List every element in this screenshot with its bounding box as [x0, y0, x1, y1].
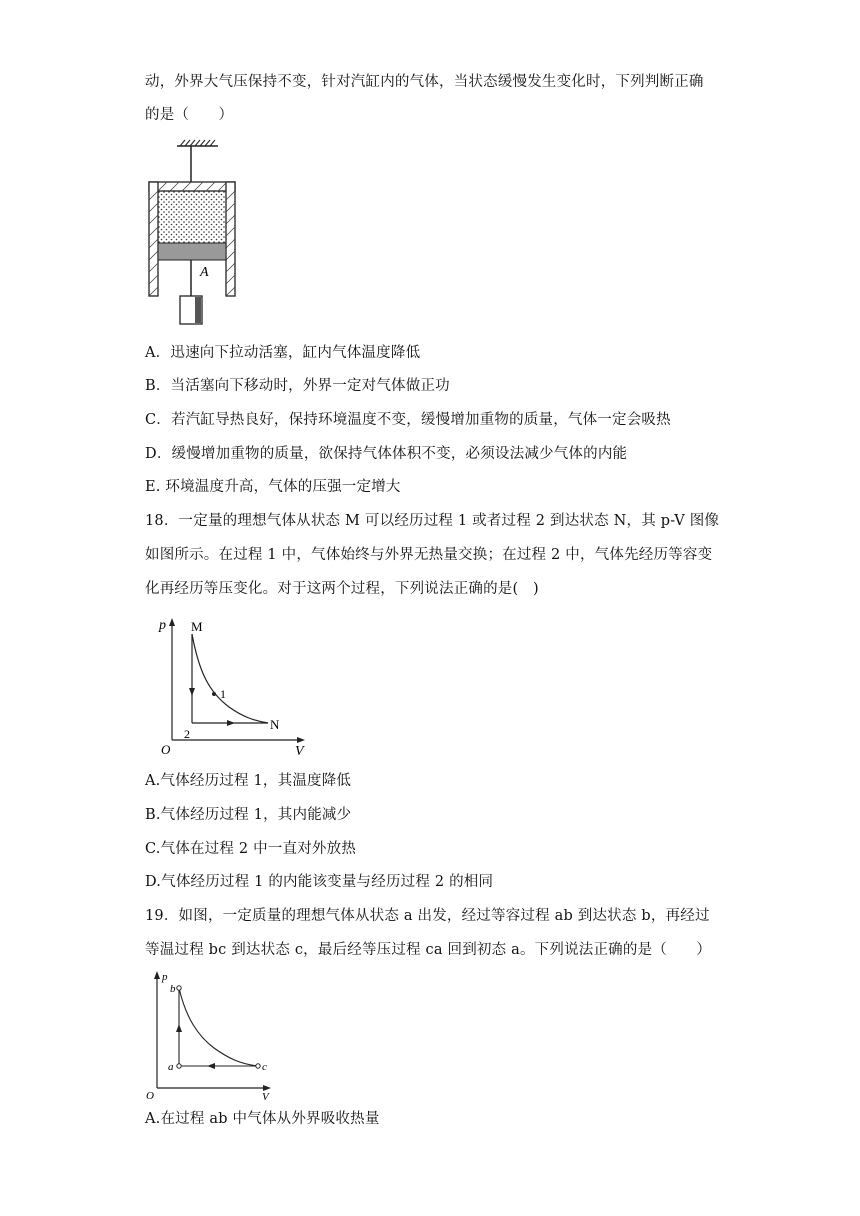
point-n-label: N	[270, 717, 280, 732]
figure-label-a: A	[200, 265, 209, 280]
q17-stem-line1: 动，外界大气压保持不变，针对汽缸内的气体，当状态缓慢发生变化时，下列判断正确	[145, 74, 704, 90]
v-axis-label: V	[295, 744, 304, 757]
q19-stem-line2: 等温过程 bc 到达状态 c，最后经等压过程 ca 回到初态 a。下列说法正确的是（ ）	[145, 942, 712, 958]
q17-option-c: C．若汽缸导热良好，保持环境温度不变，缓慢增加重物的质量，气体一定会吸热	[145, 412, 671, 428]
q18-stem-line1: 18．一定量的理想气体从状态 M 可以经历过程 1 或者过程 2 到达状态 N，其 p-V 图像	[145, 513, 720, 529]
point-c-label: c	[262, 1061, 267, 1073]
q17-option-d: D．缓慢增加重物的质量，欲保持气体体积不变，必须设法减少气体的内能	[145, 446, 628, 462]
q19-stem-line1: 19．如图，一定质量的理想气体从状态 a 出发，经过等容过程 ab 到达状态 b，再经过	[145, 908, 710, 924]
point-b-label: b	[170, 983, 176, 995]
p-axis-label-19: p	[162, 971, 168, 983]
q17-option-a: A．迅速向下拉动活塞，缸内气体温度降低	[145, 345, 421, 361]
origin-label-19: O	[146, 1090, 154, 1102]
q17-stem-line2: 的是（ ）	[145, 107, 234, 123]
q17-option-b: B．当活塞向下移动时，外界一定对气体做正功	[145, 378, 450, 394]
q18-option-c: C.气体在过程 2 中一直对外放热	[145, 841, 357, 857]
process-1-label: 1	[220, 687, 226, 701]
q18-option-b: B.气体经历过程 1，其内能减少	[145, 807, 352, 823]
point-a-label: a	[168, 1061, 174, 1073]
q18-stem-line3: 化再经历等压变化。对于这两个过程，下列说法正确的是( )	[145, 581, 539, 597]
v-axis-label-19: V	[262, 1091, 269, 1103]
p-axis-label: p	[159, 618, 166, 633]
q18-option-d: D.气体经历过程 1 的内能该变量与经历过程 2 的相同	[145, 874, 494, 890]
pv-graph-process-1-2	[155, 612, 315, 757]
cylinder-piston-figure	[140, 138, 250, 333]
pv-graph-cycle-abc	[142, 968, 277, 1103]
point-m-label: M	[191, 619, 203, 634]
q18-option-a: A.气体经历过程 1，其温度降低	[145, 773, 352, 789]
origin-label: O	[161, 742, 171, 757]
q18-stem-line2: 如图所示。在过程 1 中，气体始终与外界无热量交换；在过程 2 中，气体先经历等容变	[145, 547, 713, 563]
process-2-label: 2	[184, 727, 190, 741]
q17-option-e: E. 环境温度升高，气体的压强一定增大	[145, 479, 401, 495]
q19-option-a: A.在过程 ab 中气体从外界吸收热量	[145, 1111, 380, 1127]
